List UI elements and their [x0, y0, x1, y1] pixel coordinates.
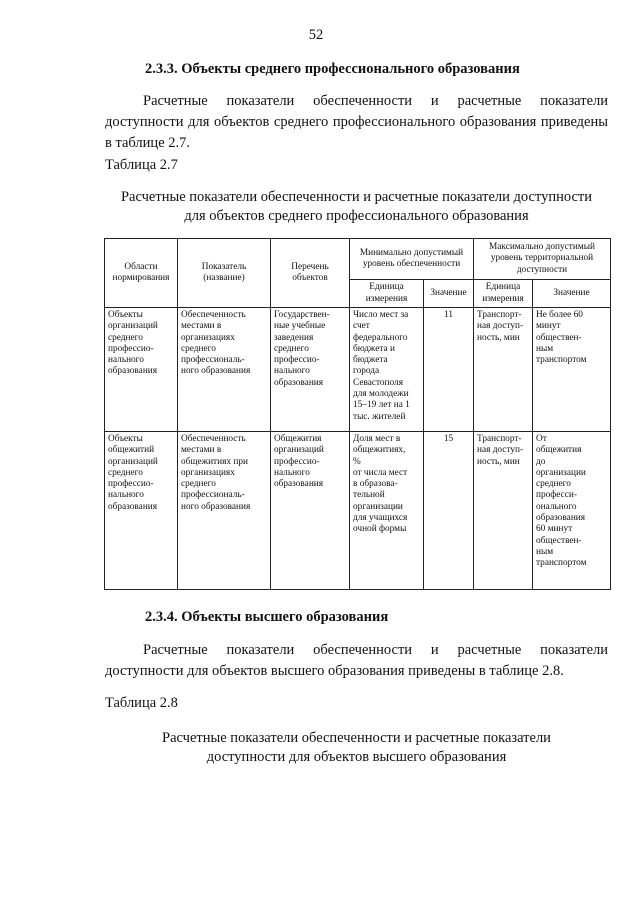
cell-min-unit: Число мест за счет федерального бюджета и бюджета города Севастополя для молодежи 15–19 лет на 1 тыс. жителей	[350, 308, 424, 432]
cell-max-value: От общежития до организации среднего професси- онального образования 60 минут обществен- ным транспортом	[533, 432, 611, 590]
table-caption-2-7	[100, 188, 613, 226]
caption-line: Расчетные показатели обеспеченности и расчетные показатели	[162, 730, 551, 746]
section-paragraph-2-3-4	[105, 640, 608, 682]
paragraph-text: Расчетные показатели обеспеченности и расчетные показатели доступности для объектов высшего образования приведены в таблице 2.8.	[105, 642, 608, 679]
cell-max-unit: Транспорт- ная доступ- ность, мин	[474, 432, 533, 590]
table-label-2-8: Таблица 2.8	[105, 695, 178, 711]
page-number: 52	[308, 27, 324, 43]
header-min-value: Значение	[424, 280, 474, 308]
header-area: Области нормирования	[105, 239, 178, 308]
section-paragraph-2-3-3	[105, 91, 608, 154]
table-label-2-7: Таблица 2.7	[105, 157, 178, 173]
caption-line: для объектов среднего профессионального образования	[184, 208, 529, 224]
table-2-7	[104, 238, 611, 590]
header-min-level: Минимально допустимый уровень обеспеченности	[350, 239, 474, 280]
cell-area: Объекты общежитий организаций среднего профессио- нального образования	[105, 432, 178, 590]
cell-indicator: Обеспеченность местами в организациях среднего профессиональ- ного образования	[178, 308, 271, 432]
section-heading-2-3-3: 2.3.3. Объекты среднего профессионального образования	[145, 61, 520, 77]
cell-min-value: 15	[424, 432, 474, 590]
header-max-access: Максимально допустимый уровень территориальной доступности	[474, 239, 611, 280]
caption-line: доступности для объектов высшего образования	[206, 749, 507, 765]
cell-objects: Государствен- ные учебные заведения среднего профессио- нального образования	[271, 308, 350, 432]
header-objects: Перечень объектов	[271, 239, 350, 308]
cell-min-unit: Доля мест в общежитиях, % от числа мест в образова- тельной организации для учащихся очной формы	[350, 432, 424, 590]
cell-indicator: Обеспеченность местами в общежитиях при организациях среднего профессиональ- ного образования	[178, 432, 271, 590]
cell-area: Объекты организаций среднего профессио- нального образования	[105, 308, 178, 432]
paragraph-text: Расчетные показатели обеспеченности и расчетные показатели доступности для объектов среднего профессионального образования приведены в таблице 2.7.	[105, 93, 608, 151]
cell-objects: Общежития организаций профессио- нального образования	[271, 432, 350, 590]
table-row	[105, 432, 611, 590]
cell-max-value: Не более 60 минут обществен- ным транспортом	[533, 308, 611, 432]
caption-line: Расчетные показатели обеспеченности и расчетные показатели доступности	[120, 189, 593, 205]
table-caption-2-8	[100, 729, 613, 767]
header-max-unit: Единица измерения	[474, 280, 533, 308]
table-row	[105, 308, 611, 432]
header-min-unit: Единица измерения	[350, 280, 424, 308]
section-heading-2-3-4: 2.3.4. Объекты высшего образования	[145, 609, 389, 625]
header-indicator: Показатель (название)	[178, 239, 271, 308]
header-max-value: Значение	[533, 280, 611, 308]
cell-max-unit: Транспорт- ная доступ- ность, мин	[474, 308, 533, 432]
cell-min-value: 11	[424, 308, 474, 432]
